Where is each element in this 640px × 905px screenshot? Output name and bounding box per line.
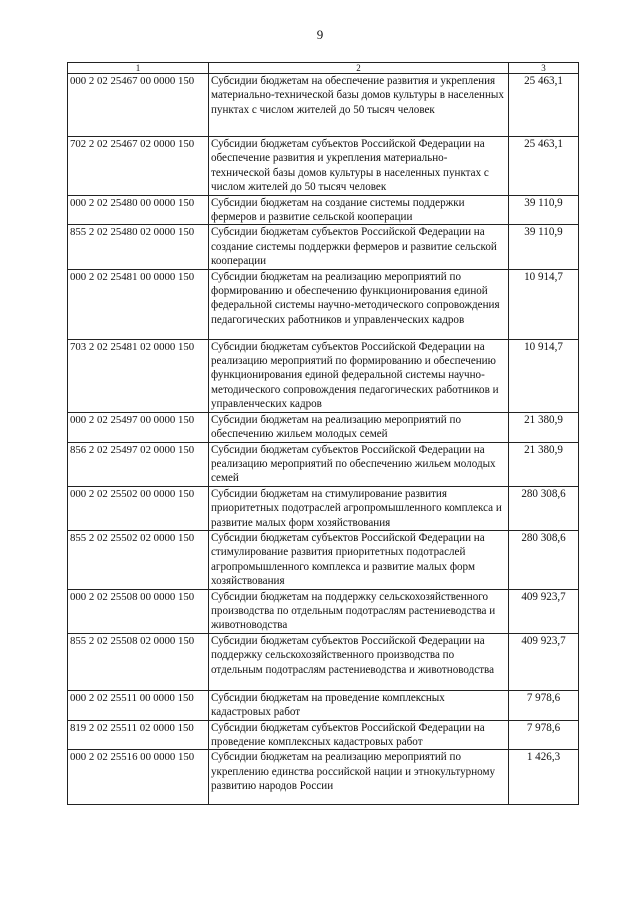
table-row	[68, 633, 579, 690]
budget-code: 000 2 02 25502 00 0000 150	[68, 486, 209, 530]
column-header-2: 2	[209, 63, 509, 74]
income-description: Субсидии бюджетам на реализацию мероприятий по обеспечению жильем молодых семей	[209, 412, 509, 442]
table-row	[68, 74, 579, 137]
table-row	[68, 486, 579, 530]
amount: 25 463,1	[509, 137, 579, 196]
budget-table	[67, 62, 579, 805]
budget-code: 000 2 02 25508 00 0000 150	[68, 589, 209, 633]
budget-code: 856 2 02 25497 02 0000 150	[68, 442, 209, 486]
amount: 21 380,9	[509, 442, 579, 486]
amount: 21 380,9	[509, 412, 579, 442]
amount: 409 923,7	[509, 633, 579, 690]
budget-code: 000 2 02 25481 00 0000 150	[68, 269, 209, 339]
page-number: 9	[316, 27, 324, 42]
amount: 7 978,6	[509, 720, 579, 750]
income-description: Субсидии бюджетам субъектов Российской Федерации на проведение комплексных кадастровых работ	[209, 720, 509, 750]
income-description: Субсидии бюджетам субъектов Российской Федерации на обеспечение развития и укрепления материально-технической базы домов культуры в населенных пунктах с числом жителей до 50 тысяч человек	[209, 137, 509, 196]
amount: 280 308,6	[509, 486, 579, 530]
amount: 280 308,6	[509, 530, 579, 589]
table-row	[68, 720, 579, 750]
income-description: Субсидии бюджетам субъектов Российской Федерации на поддержку сельскохозяйственного производства по отдельным подотраслям растениеводства и животноводства	[209, 633, 509, 690]
table-row	[68, 269, 579, 339]
amount: 25 463,1	[509, 74, 579, 137]
amount: 7 978,6	[509, 690, 579, 720]
column-header-1: 1	[68, 63, 209, 74]
amount: 39 110,9	[509, 225, 579, 269]
table-row	[68, 339, 579, 412]
table-row	[68, 690, 579, 720]
income-description: Субсидии бюджетам на реализацию мероприятий по укреплению единства российской нации и этнокультурному развитию народов России	[209, 750, 509, 805]
table-row	[68, 750, 579, 805]
income-description: Субсидии бюджетам на поддержку сельскохозяйственного производства по отдельным подотраслям растениеводства и животноводства	[209, 589, 509, 633]
budget-code: 000 2 02 25497 00 0000 150	[68, 412, 209, 442]
table-row	[68, 442, 579, 486]
income-description: Субсидии бюджетам на проведение комплексных кадастровых работ	[209, 690, 509, 720]
income-description: Субсидии бюджетам субъектов Российской Федерации на стимулирование развития приоритетных подотраслей агропромышленного комплекса и развитие малых форм хозяйствования	[209, 530, 509, 589]
income-description: Субсидии бюджетам на создание системы поддержки фермеров и развитие сельской кооперации	[209, 195, 509, 225]
income-description: Субсидии бюджетам субъектов Российской Федерации на создание системы поддержки фермеров и развитие сельской кооперации	[209, 225, 509, 269]
budget-code: 000 2 02 25511 00 0000 150	[68, 690, 209, 720]
income-description: Субсидии бюджетам на стимулирование развития приоритетных подотраслей агропромышленного комплекса и развитие малых форм хозяйствования	[209, 486, 509, 530]
table-header-row	[68, 63, 579, 74]
budget-code: 000 2 02 25516 00 0000 150	[68, 750, 209, 805]
table-row	[68, 530, 579, 589]
amount: 10 914,7	[509, 339, 579, 412]
budget-code: 855 2 02 25480 02 0000 150	[68, 225, 209, 269]
table-row	[68, 195, 579, 225]
amount: 409 923,7	[509, 589, 579, 633]
table-row	[68, 137, 579, 196]
amount: 10 914,7	[509, 269, 579, 339]
income-description: Субсидии бюджетам субъектов Российской Федерации на реализацию мероприятий по формированию и обеспечению функционирования единой федеральной системы научно-методического сопровождения педагогических работников и управленческих кадров	[209, 339, 509, 412]
amount: 39 110,9	[509, 195, 579, 225]
table-row	[68, 225, 579, 269]
budget-code: 000 2 02 25467 00 0000 150	[68, 74, 209, 137]
budget-code: 702 2 02 25467 02 0000 150	[68, 137, 209, 196]
amount: 1 426,3	[509, 750, 579, 805]
income-description: Субсидии бюджетам субъектов Российской Федерации на реализацию мероприятий по обеспечению жильем молодых семей	[209, 442, 509, 486]
income-description: Субсидии бюджетам на обеспечение развития и укрепления материально-технической базы домов культуры в населенных пунктах с числом жителей до 50 тысяч человек	[209, 74, 509, 137]
column-header-3: 3	[509, 63, 579, 74]
table-row	[68, 589, 579, 633]
budget-code: 000 2 02 25480 00 0000 150	[68, 195, 209, 225]
budget-code: 703 2 02 25481 02 0000 150	[68, 339, 209, 412]
budget-code: 855 2 02 25508 02 0000 150	[68, 633, 209, 690]
budget-code: 819 2 02 25511 02 0000 150	[68, 720, 209, 750]
table-row	[68, 412, 579, 442]
budget-code: 855 2 02 25502 02 0000 150	[68, 530, 209, 589]
income-description: Субсидии бюджетам на реализацию мероприятий по формированию и обеспечению функционирования единой федеральной системы научно-методического сопровождения педагогических работников и управленческих кадров	[209, 269, 509, 339]
